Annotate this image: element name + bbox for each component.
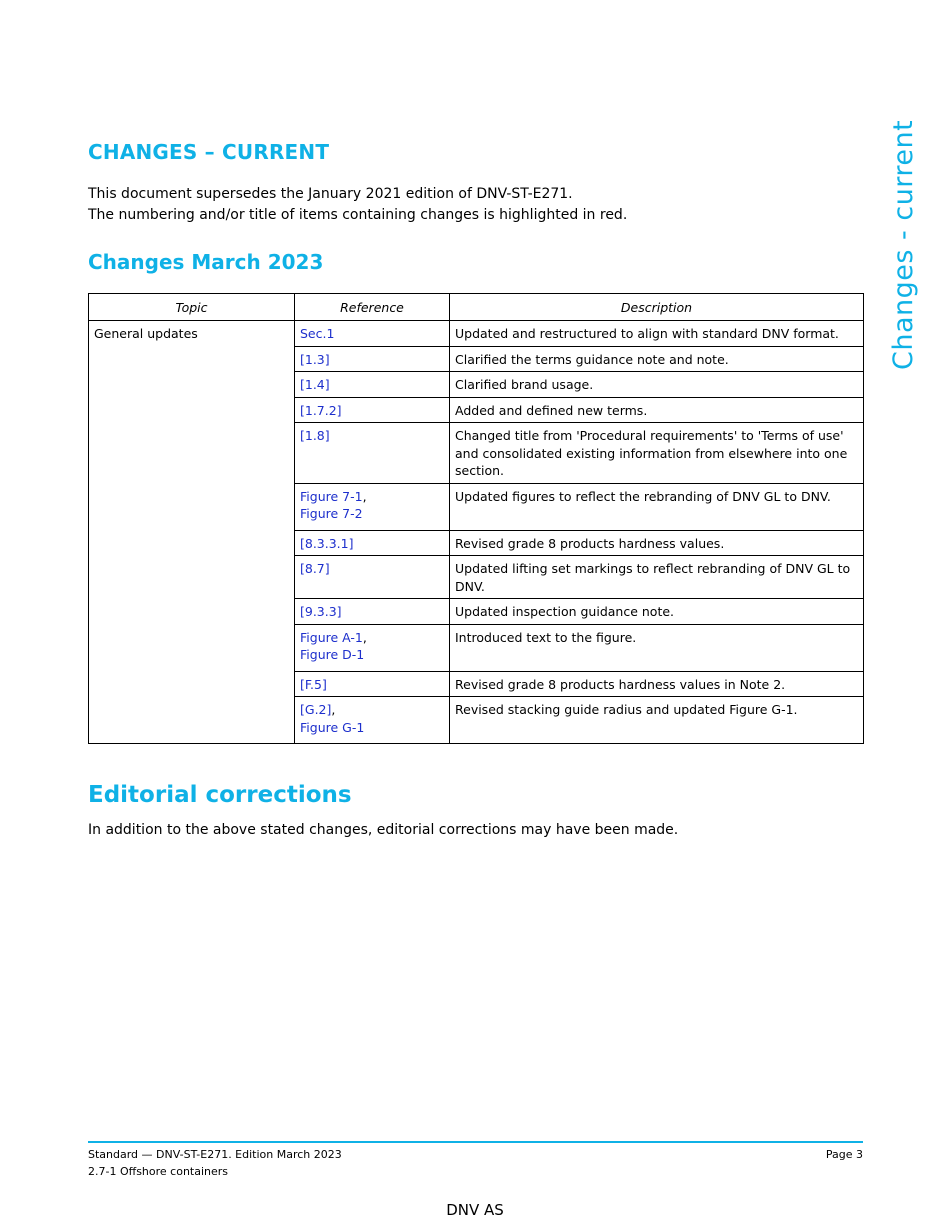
description-cell: Added and defined new terms. <box>450 397 864 423</box>
description-cell: Updated inspection guidance note. <box>450 599 864 625</box>
description-cell: Updated and restructured to align with standard DNV format. <box>450 321 864 347</box>
table-row <box>89 556 864 599</box>
table-row <box>89 599 864 625</box>
table-row <box>89 697 864 744</box>
reference-cell <box>295 556 450 599</box>
reference-cell <box>295 397 450 423</box>
changes-table <box>88 293 864 744</box>
section-title: Changes March 2023 <box>88 250 324 274</box>
reference-link[interactable]: [F.5] <box>300 676 327 692</box>
topic-cell-continued <box>89 599 295 625</box>
page-number: Page 3 <box>825 1148 863 1161</box>
reference-link[interactable]: [G.2] <box>300 702 332 717</box>
reference-cell <box>295 346 450 372</box>
intro-text <box>88 184 627 226</box>
reference-link[interactable]: Figure 7-2 <box>300 506 363 521</box>
description-cell: Updated figures to reflect the rebranding of DNV GL to DNV. <box>450 483 864 530</box>
topic-cell-continued <box>89 372 295 398</box>
reference-link[interactable]: [1.3] <box>300 351 330 367</box>
description-cell: Clarified brand usage. <box>450 372 864 398</box>
topic-cell-continued <box>89 346 295 372</box>
topic-cell-continued <box>89 423 295 484</box>
reference-link[interactable]: [8.3.3.1] <box>300 535 354 551</box>
description-cell: Clarified the terms guidance note and note. <box>450 346 864 372</box>
header-reference: Reference <box>295 294 450 321</box>
intro-line: The numbering and/or title of items containing changes is highlighted in red. <box>88 207 628 223</box>
table-row <box>89 346 864 372</box>
topic-cell-continued <box>89 530 295 556</box>
table-row <box>89 372 864 398</box>
topic-cell-continued <box>89 556 295 599</box>
table-row <box>89 483 864 530</box>
reference-link[interactable]: Figure 7-1 <box>300 488 363 504</box>
header-description: Description <box>450 294 864 321</box>
reference-cell <box>295 599 450 625</box>
editorial-text: In addition to the above stated changes, editorial corrections may have been made. <box>88 822 679 838</box>
description-cell: Revised stacking guide radius and updated Figure G-1. <box>450 697 864 744</box>
company-name: DNV AS <box>446 1201 504 1219</box>
table-row <box>89 397 864 423</box>
reference-cell <box>295 372 450 398</box>
topic-cell-continued <box>89 624 295 671</box>
reference-link[interactable]: Figure G-1 <box>300 719 365 735</box>
topic-cell-continued <box>89 697 295 744</box>
reference-cell: Figure 7-1, Figure 7-2 <box>295 483 450 530</box>
reference-cell <box>295 671 450 697</box>
reference-cell <box>295 321 450 347</box>
reference-link[interactable]: [1.7.2] <box>300 402 342 418</box>
topic-cell-continued <box>89 397 295 423</box>
reference-link[interactable]: [9.3.3] <box>300 604 342 619</box>
intro-line: This document supersedes the January 2021 edition of DNV-ST-E271. <box>88 186 573 202</box>
reference-link[interactable]: Figure D-1 <box>300 647 365 662</box>
page-title: CHANGES – CURRENT <box>88 140 330 164</box>
table-row <box>89 423 864 484</box>
footer-info <box>88 1146 342 1180</box>
topic-cell-continued <box>89 483 295 530</box>
description-cell: Changed title from 'Procedural requirements' to 'Terms of use' and consolidated existing information from elsewhere into one section. <box>450 423 864 484</box>
description-cell: Revised grade 8 products hardness values in Note 2. <box>450 671 864 697</box>
description-cell: Revised grade 8 products hardness values. <box>450 530 864 556</box>
table-body <box>89 321 864 744</box>
table-row <box>89 624 864 671</box>
description-cell: Introduced text to the figure. <box>450 624 864 671</box>
reference-cell <box>295 530 450 556</box>
reference-cell: [G.2], Figure G-1 <box>295 697 450 744</box>
footer-subtitle: 2.7-1 Offshore containers <box>88 1165 229 1178</box>
header-topic: Topic <box>89 294 295 321</box>
reference-link[interactable]: Figure A-1 <box>300 629 363 645</box>
reference-cell <box>295 423 450 484</box>
table-row <box>89 321 864 347</box>
topic-cell: General updates <box>89 321 295 347</box>
description-cell: Updated lifting set markings to reflect rebranding of DNV GL to DNV. <box>450 556 864 599</box>
footer-divider <box>88 1141 863 1143</box>
editorial-title: Editorial corrections <box>88 782 352 808</box>
table-header-row <box>89 294 864 321</box>
topic-cell-continued <box>89 671 295 697</box>
reference-link[interactable]: [1.8] <box>300 428 330 443</box>
reference-link[interactable]: Sec.1 <box>300 326 335 341</box>
reference-cell: Figure A-1, Figure D-1 <box>295 624 450 671</box>
side-tab-label: Changes - current <box>888 119 919 370</box>
reference-link[interactable]: [8.7] <box>300 561 330 576</box>
table-row <box>89 671 864 697</box>
reference-link[interactable]: [1.4] <box>300 377 330 392</box>
table-row <box>89 530 864 556</box>
footer-standard: Standard — DNV-ST-E271. Edition March 2023 <box>88 1148 342 1161</box>
